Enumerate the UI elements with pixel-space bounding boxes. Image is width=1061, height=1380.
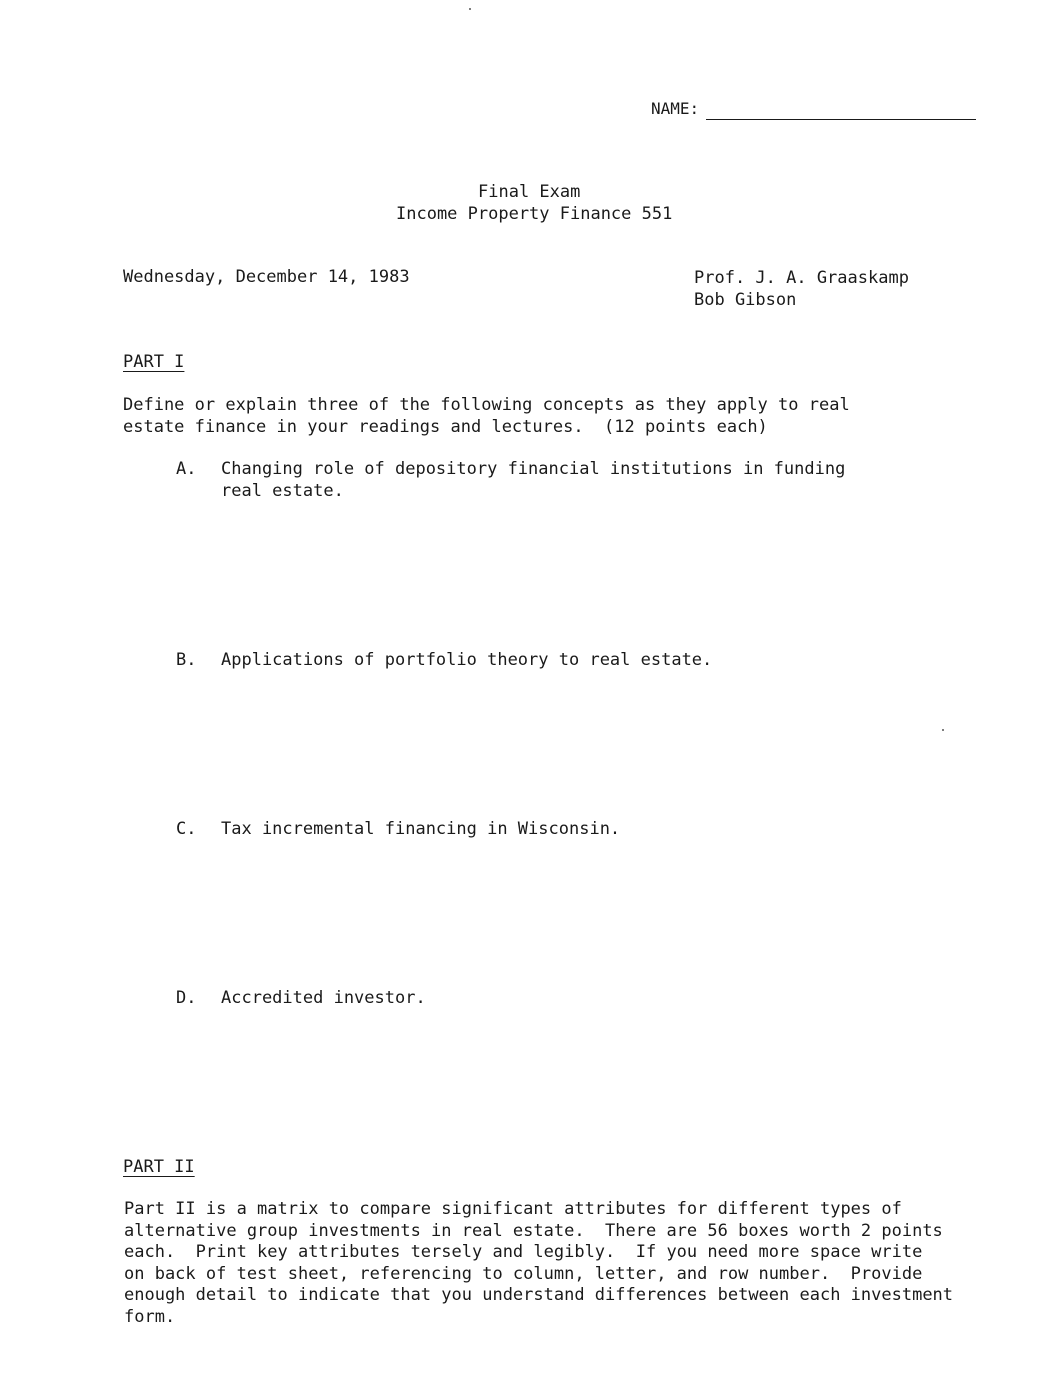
exam-date: Wednesday, December 14, 1983 [123,267,410,287]
part2-instructions-line: alternative group investments in real estate. There are 56 boxes worth 2 points [124,1220,943,1241]
item-a-line: Changing role of depository financial institutions in funding [221,459,846,479]
instructor-2: Bob Gibson [694,290,797,310]
part2-instructions-line: enough detail to indicate that you understand differences between each investment [124,1285,954,1305]
name-field-line[interactable] [706,119,976,120]
item-b-letter: B. [176,650,197,670]
part1-instructions [123,395,850,438]
item-a-letter: A. [176,459,197,479]
item-a-line: real estate. [221,480,344,501]
item-c-text: Tax incremental financing in Wisconsin. [221,819,621,839]
part1-instructions-line: estate finance in your readings and lectures. (12 points each) [123,416,768,437]
part2-heading: PART II [123,1157,195,1177]
part2-instructions-line: form. [124,1306,176,1327]
part2-instructions-line: each. Print key attributes tersely and legibly. If you need more space write [124,1242,923,1262]
part1-instructions-line: Define or explain three of the following concepts as they apply to real [123,395,850,415]
course-title: Income Property Finance 551 [396,204,673,224]
part1-heading: PART I [123,352,185,372]
name-label: NAME: [651,99,700,118]
stray-mark-top [469,8,471,10]
item-d-text: Accredited investor. [221,988,426,1008]
instructor-1: Prof. J. A. Graaskamp [694,268,909,288]
exam-title: Final Exam [478,182,581,202]
part2-instructions-line: Part II is a matrix to compare significant attributes for different types of [124,1199,902,1219]
item-d-letter: D. [176,988,197,1008]
stray-mark-right [942,729,944,731]
part2-instructions [124,1199,953,1328]
item-b-text: Applications of portfolio theory to real estate. [221,650,713,670]
item-a-text [221,459,845,502]
item-c-letter: C. [176,819,197,839]
part2-instructions-line: on back of test sheet, referencing to column, letter, and row number. Provide [124,1263,923,1284]
